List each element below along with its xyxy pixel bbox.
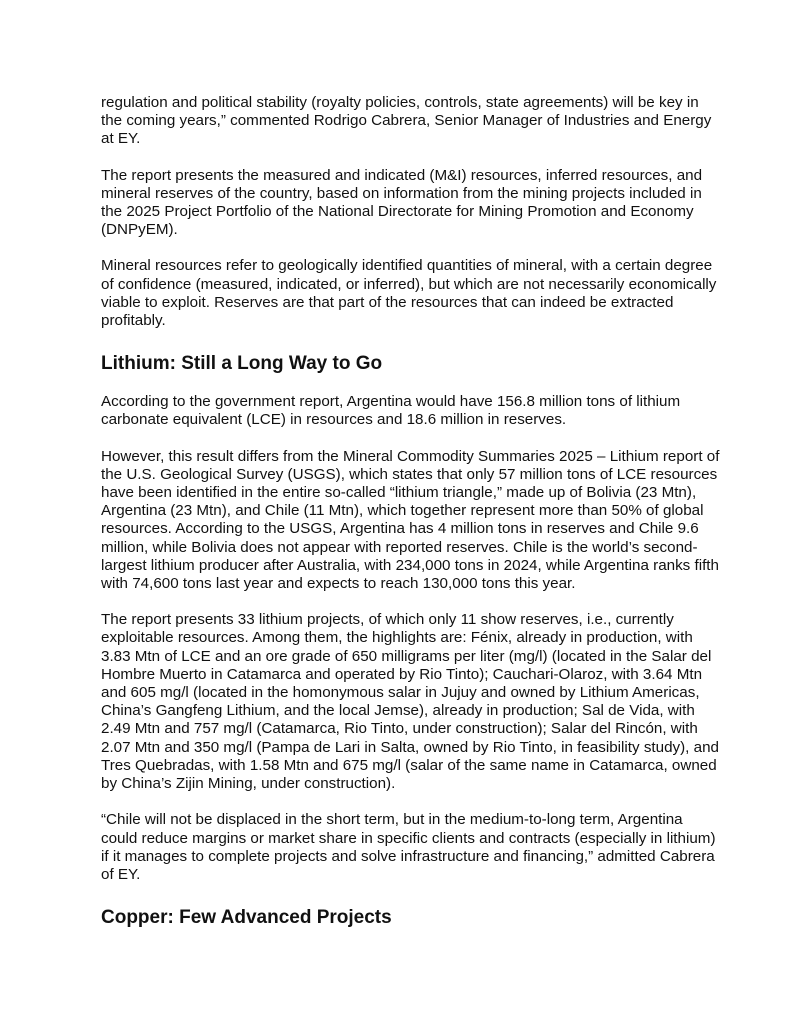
intro-paragraph-3: Mineral resources refer to geologically identified quantities of mineral, with a certain degree of confidence (measured, indicated, or inferred), but which are not necessarily economically viable to exploit. Reserves are that part of the resources that can indeed be extracted profitably. — [101, 257, 717, 330]
lithium-paragraph-2: However, this result differs from the Mineral Commodity Summaries 2025 – Lithium report of the U.S. Geological Survey (USGS), which states that only 57 million tons of LCE resources have been identified in the entire so-called “lithium triangle,” made up of Bolivia (23 Mtn), Argentina (23 Mtn), and Chile (11 Mtn), which together represent more than 50% of global resources. According to the USGS, Argentina has 4 million tons in reserves and Chile 9.6 million, while Bolivia does not appear with reported reserves. Chile is the world’s second-largest lithium producer after Australia, with 234,000 tons in 2024, while Argentina ranks fifth with 74,600 tons last year and expects to reach 130,000 tons this year. — [101, 447, 720, 593]
document-page — [101, 94, 721, 947]
intro-paragraph-2: The report presents the measured and indicated (M&I) resources, inferred resources, and mineral reserves of the country, based on information from the mining projects included in the 2025 Project Portfolio of the National Directorate for Mining Promotion and Economy (DNPyEM). — [101, 166, 703, 239]
intro-paragraph-1: regulation and political stability (royalty policies, controls, state agreements) will be key in the coming years,” commented Rodrigo Cabrera, Senior Manager of Industries and Energy at EY. — [101, 94, 712, 148]
lithium-paragraph-4: “Chile will not be displaced in the short term, but in the medium-to-long term, Argentina could reduce margins or market share in specific clients and contracts (especially in lithium) if it manages to complete projects and solve infrastructure and financing,” admitted Cabrera of EY. — [101, 811, 716, 883]
lithium-paragraph-1: According to the government report, Argentina would have 156.8 million tons of lithium carbonate equivalent (LCE) in resources and 18.6 million in reserves. — [101, 393, 681, 429]
lithium-paragraph-3: The report presents 33 lithium projects, of which only 11 show reserves, i.e., currently exploitable resources. Among them, the highlights are: Fénix, already in production, with 3.83 Mtn of LCE and an ore grade of 650 milligrams per liter (mg/l) (located in the Salar del Hombre Muerto in Catamarca and operated by Rio Tinto); Cauchari-Olaroz, with 3.64 Mtn and 605 mg/l (located in the homonymous salar in Jujuy and owned by Lithium Americas, China’s Gangfeng Lithium, and the local Jemse), already in production; Sal de Vida, with 2.49 Mtn and 757 mg/l (Catamarca, Rio Tinto, under construction); Salar del Rincón, with 2.07 Mtn and 350 mg/l (Pampa de Lari in Salta, owned by Rio Tinto, in feasibility study), and Tres Quebradas, with 1.58 Mtn and 675 mg/l (salar of the same name in Catamarca, owned by China’s Zijin Mining, under construction). — [101, 611, 719, 793]
copper-section-heading: Copper: Few Advanced Projects — [101, 907, 392, 929]
lithium-section-heading: Lithium: Still a Long Way to Go — [101, 353, 383, 375]
